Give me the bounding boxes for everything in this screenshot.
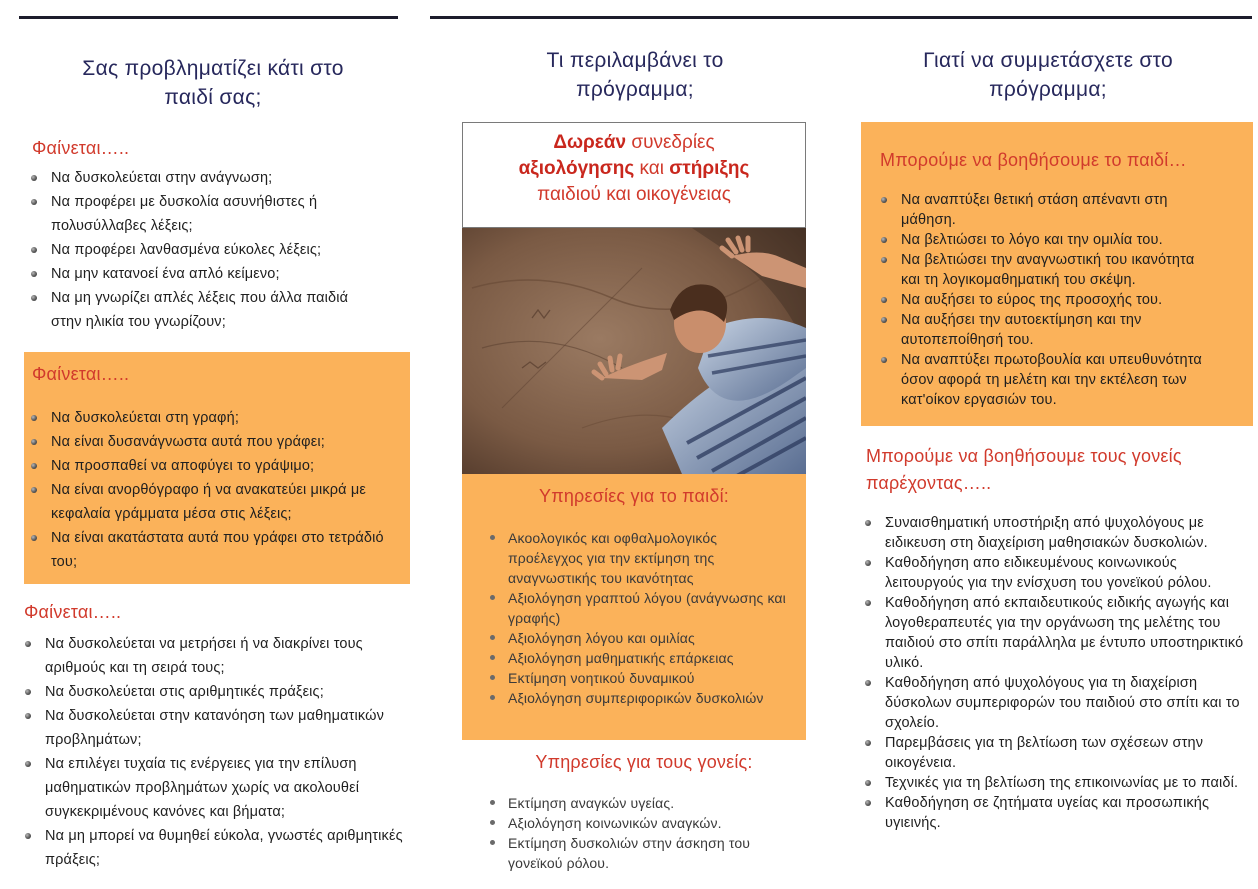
middle-heading-line2: πρόγραμμα; — [576, 78, 694, 101]
list-item: Να μη γνωρίζει απλές λέξεις που άλλα παιδιά στην ηλικία του γνωρίζουν; — [24, 286, 364, 334]
list-item: Να δυσκολεύεται στη γραφή; — [24, 406, 384, 430]
bullet-icon — [881, 317, 887, 323]
child-help-title: Μπορούμε να βοηθήσουμε το παιδί… — [880, 150, 1187, 170]
bullet-icon — [865, 780, 871, 786]
bullet-icon — [490, 820, 495, 825]
left-section3-title: Φαίνεται….. — [24, 602, 122, 622]
list-item: Να αναπτύξει πρωτοβουλία και υπευθυνότητα όσον αφορά τη μελέτη και την εκτέλεση των κατ'οίκον εργασιών του. — [874, 350, 1216, 410]
right-heading — [862, 46, 1234, 104]
bullet-icon — [25, 713, 31, 719]
bullet-icon — [31, 439, 37, 445]
list-item: Συναισθηματική υποστήριξη από ψυχολόγους με ειδικευση στη διαχείριση μαθησιακών δυσκολιών. — [858, 513, 1250, 553]
bullet-icon — [865, 740, 871, 746]
bullet-icon — [25, 641, 31, 647]
list-item: Καθοδήγηση απο ειδικευμένους κοινωνικούς λειτουργούς για την ενίσχυση του γονεϊκού ρόλου. — [858, 553, 1250, 593]
promo-assessment: αξιολόγησης — [518, 158, 635, 179]
list-item: Να δυσκολεύεται στην κατανόηση των μαθηματικών προβλημάτων; — [18, 704, 410, 752]
bullet-icon — [881, 237, 887, 243]
list-item: Αξιολόγηση μαθηματικής επάρκειας — [486, 648, 786, 668]
promo-support: στήριξης — [669, 158, 750, 179]
bullet-icon — [490, 675, 495, 680]
list-item: Καθοδήγηση από εκπαιδευτικούς ειδικής αγωγής και λογοθεραπευτές για την οργάνωση της μελέτης του παιδιού στο σπίτι παράλληλα με έντυπο υποστηρικτικό υλικό. — [858, 593, 1250, 673]
list-item: Παρεμβάσεις για τη βελτίωση των σχέσεων στην οικογένεια. — [858, 733, 1250, 773]
bullet-icon — [490, 840, 495, 845]
promo-line3: παιδιού και οικογένειας — [537, 184, 731, 205]
list-item: Να βελτιώσει το λόγο και την ομιλία του. — [874, 230, 1216, 250]
left-section3-list — [18, 632, 410, 872]
list-item: Να επιλέγει τυχαία τις ενέργειες για την επίλυση μαθηματικών προβλημάτων χωρίς να ακολουθεί συγκεκριμένους κανόνες και βήματα; — [18, 752, 410, 824]
left-section1-title: Φαίνεται….. — [32, 138, 130, 158]
promo-free: Δωρεάν — [553, 132, 627, 153]
bullet-icon — [865, 520, 871, 526]
parent-help-title: Μπορούμε να βοηθήσουμε τους γονείς παρέχοντας….. — [866, 446, 1182, 493]
list-item: Να είναι ακατάστατα αυτά που γράφει στο τετράδιό του; — [24, 526, 384, 574]
bullet-icon — [881, 357, 887, 363]
bullet-icon — [25, 761, 31, 767]
list-item: Να προφέρει με δυσκολία ασυνήθιστες ή πολυσύλλαβες λέξεις; — [24, 190, 364, 238]
bullet-icon — [881, 297, 887, 303]
bullet-icon — [25, 689, 31, 695]
bullet-icon — [865, 560, 871, 566]
promo-and: και — [634, 158, 670, 179]
free-sessions-box — [462, 122, 806, 228]
list-item: Καθοδήγηση σε ζητήματα υγείας και προσωπικής υγιεινής. — [858, 793, 1250, 833]
list-item: Καθοδήγηση από ψυχολόγους για τη διαχείριση δύσκολων συμπεριφορών του παιδιού στο σπίτι και το σχολείο. — [858, 673, 1250, 733]
top-rule-left — [19, 16, 398, 19]
middle-heading-line1: Τι περιλαμβάνει το — [546, 49, 724, 72]
boy-photo-illustration — [462, 228, 806, 474]
bullet-icon — [881, 197, 887, 203]
bullet-icon — [25, 833, 31, 839]
list-item: Να βελτιώσει την αναγνωστική του ικανότητα και τη λογικομαθηματική του σκέψη. — [874, 250, 1216, 290]
bullet-icon — [865, 800, 871, 806]
child-help-list — [874, 190, 1216, 410]
list-item: Αξιολόγηση συμπεριφορικών δυσκολιών — [486, 688, 786, 708]
list-item: Να προφέρει λανθασμένα εύκολες λέξεις; — [24, 238, 364, 262]
bullet-icon — [31, 463, 37, 469]
list-item: Να αναπτύξει θετική στάση απέναντι στη μάθηση. — [874, 190, 1216, 230]
middle-heading — [450, 46, 820, 104]
list-item: Να μη μπορεί να θυμηθεί εύκολα, γνωστές αριθμητικές πράξεις; — [18, 824, 410, 872]
list-item: Να αυξήσει το εύρος της προσοχής του. — [874, 290, 1216, 310]
child-services-list — [486, 528, 786, 708]
bullet-icon — [881, 257, 887, 263]
bullet-icon — [31, 199, 37, 205]
bullet-icon — [490, 695, 495, 700]
list-item: Αξιολόγηση λόγου και ομιλίας — [486, 628, 786, 648]
list-item: Να μην κατανοεί ένα απλό κείμενο; — [24, 262, 364, 286]
left-section1-list — [24, 166, 364, 334]
left-section2-list — [24, 406, 384, 574]
list-item: Τεχνικές για τη βελτίωση της επικοινωνίας με το παιδί. — [858, 773, 1250, 793]
bullet-icon — [490, 595, 495, 600]
left-section2-title: Φαίνεται….. — [32, 364, 130, 384]
list-item: Να προσπαθεί να αποφύγει το γράψιμο; — [24, 454, 384, 478]
bullet-icon — [31, 271, 37, 277]
boy-photo — [462, 228, 806, 474]
list-item: Ακοολογικός και οφθαλμολογικός προέλεγχος για την εκτίμηση της αναγνωστικής του ικανότητας — [486, 528, 786, 588]
top-rule-right — [430, 16, 1252, 19]
bullet-icon — [31, 487, 37, 493]
bullet-icon — [490, 800, 495, 805]
right-heading-line1: Γιατί να συμμετάσχετε στο — [923, 49, 1173, 72]
list-item: Εκτίμηση δυσκολιών στην άσκηση του γονεϊκού ρόλου. — [486, 833, 806, 873]
bullet-icon — [490, 635, 495, 640]
bullet-icon — [490, 535, 495, 540]
parent-services-list — [486, 793, 806, 873]
list-item: Να δυσκολεύεται στις αριθμητικές πράξεις; — [18, 680, 410, 704]
list-item: Αξιολόγηση κοινωνικών αναγκών. — [486, 813, 806, 833]
bullet-icon — [31, 175, 37, 181]
list-item: Να δυσκολεύεται να μετρήσει ή να διακρίνει τους αριθμούς και τη σειρά τους; — [18, 632, 410, 680]
list-item: Εκτίμηση νοητικού δυναμικού — [486, 668, 786, 688]
left-heading-line2: παιδί σας; — [164, 86, 262, 109]
left-heading-line1: Σας προβληματίζει κάτι στο — [82, 57, 344, 80]
bullet-icon — [31, 535, 37, 541]
list-item: Να δυσκολεύεται στην ανάγνωση; — [24, 166, 364, 190]
right-heading-line2: πρόγραμμα; — [989, 78, 1107, 101]
list-item: Αξιολόγηση γραπτού λόγου (ανάγνωσης και γραφής) — [486, 588, 786, 628]
bullet-icon — [490, 655, 495, 660]
bullet-icon — [31, 295, 37, 301]
bullet-icon — [31, 415, 37, 421]
left-heading — [28, 54, 398, 112]
bullet-icon — [865, 680, 871, 686]
parent-help-list — [858, 513, 1250, 833]
list-item: Να είναι δυσανάγνωστα αυτά που γράφει; — [24, 430, 384, 454]
list-item: Να είναι ανορθόγραφο ή να ανακατεύει μικρά με κεφαλαία γράμματα μέσα στις λέξεις; — [24, 478, 384, 526]
bullet-icon — [865, 600, 871, 606]
list-item: Εκτίμηση αναγκών υγείας. — [486, 793, 806, 813]
parent-services-title: Υπηρεσίες για τους γονείς: — [535, 752, 753, 772]
bullet-icon — [31, 247, 37, 253]
promo-sessions: συνεδρίες — [626, 132, 715, 153]
child-services-title: Υπηρεσίες για το παιδί: — [539, 486, 729, 506]
list-item: Να αυξήσει την αυτοεκτίμηση και την αυτοπεποίθησή του. — [874, 310, 1216, 350]
